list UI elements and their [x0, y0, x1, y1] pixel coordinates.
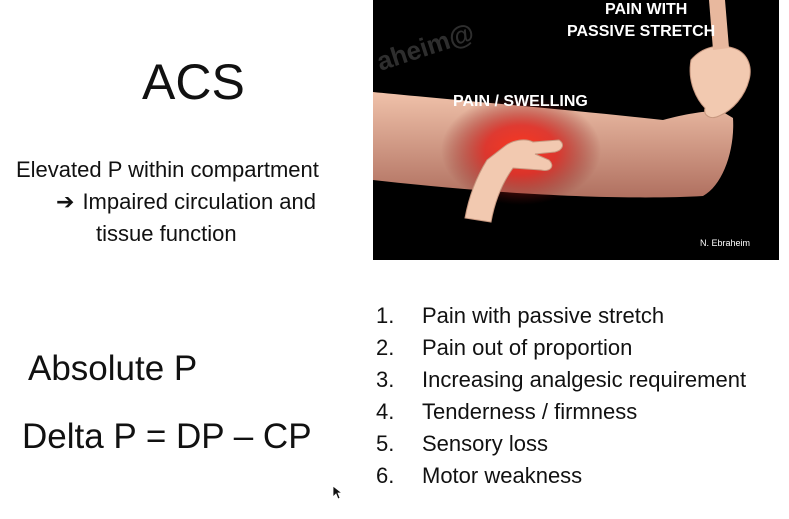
signs-list — [376, 300, 746, 492]
list-item — [376, 332, 746, 364]
slide-title: ACS — [142, 54, 245, 110]
list-item — [376, 460, 746, 492]
caption-pain-swelling: PAIN / SWELLING — [453, 93, 588, 110]
absolute-pressure-label: Absolute P — [28, 349, 198, 388]
list-item-text: Sensory loss — [422, 431, 548, 456]
list-item-number: 5. — [376, 431, 395, 456]
list-item-text: Pain with passive stretch — [422, 303, 665, 328]
list-item — [376, 300, 746, 332]
list-item-number: 4. — [376, 399, 395, 424]
list-item-number: 2. — [376, 335, 395, 360]
definition-line-1: Elevated P within compartment — [16, 157, 319, 182]
list-item-number: 3. — [376, 367, 395, 392]
watermark: aheim@ — [373, 16, 478, 77]
image-credit: N. Ebraheim — [700, 238, 751, 248]
list-item — [376, 396, 746, 428]
list-item-number: 6. — [376, 463, 395, 488]
mouse-cursor-icon — [333, 486, 343, 500]
list-item-number: 1. — [376, 303, 395, 328]
caption-passive-stretch: PASSIVE STRETCH — [567, 23, 716, 40]
delta-pressure-formula: Delta P = DP – CP — [22, 417, 312, 456]
list-item-text: Tenderness / firmness — [422, 399, 638, 424]
list-item-text: Increasing analgesic requirement — [422, 367, 747, 392]
right-arrow-icon: ➔ — [56, 189, 75, 214]
list-item-text: Motor weakness — [422, 463, 583, 488]
leg-illustration — [373, 0, 779, 260]
list-item-text: Pain out of proportion — [422, 335, 633, 360]
definition-line-3: tissue function — [96, 221, 237, 246]
definition-line-2 — [56, 187, 316, 217]
list-item — [376, 428, 746, 460]
definition-line-2-text: Impaired circulation and — [82, 189, 317, 214]
caption-pain-with: PAIN WITH — [605, 1, 688, 18]
list-item — [376, 364, 746, 396]
